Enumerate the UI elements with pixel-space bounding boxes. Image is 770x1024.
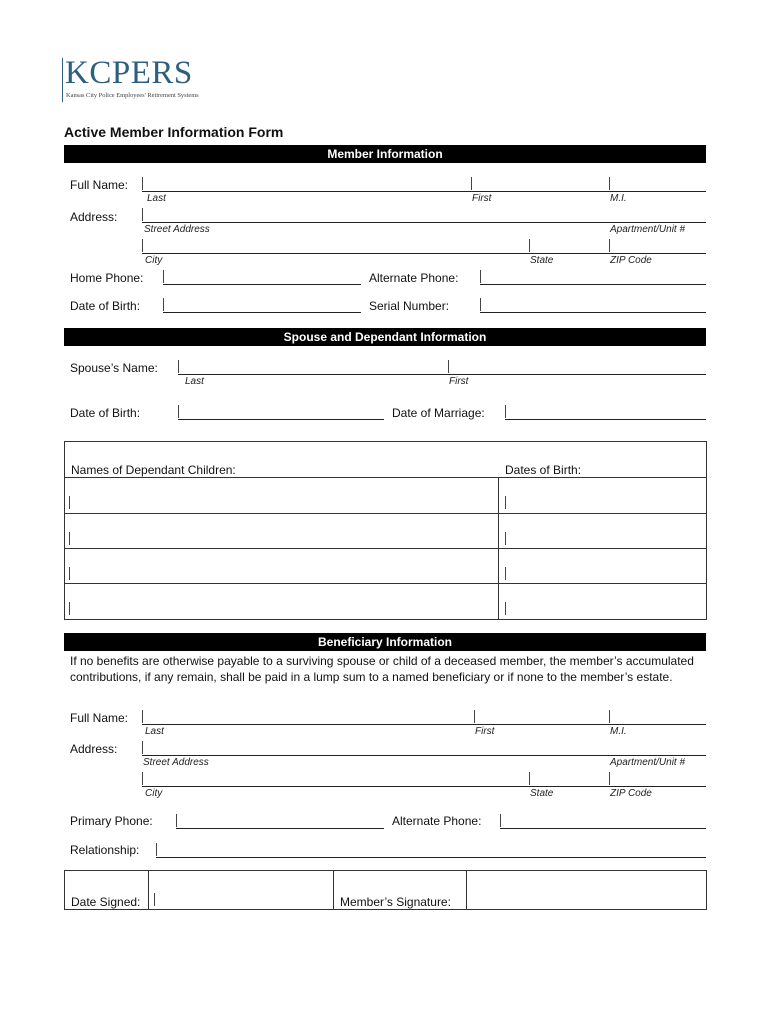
date-of-marriage-label: Date of Marriage: (392, 406, 485, 420)
spouse-dob-label: Date of Birth: (70, 406, 141, 420)
field-divider (609, 239, 610, 252)
child-dob-cell[interactable] (505, 532, 506, 545)
primary-phone-field[interactable] (176, 828, 384, 829)
field-divider (529, 772, 530, 785)
member-info-header: Member Information (64, 145, 706, 163)
field-divider (471, 177, 472, 190)
beneficiary-notice: If no benefits are otherwise payable to a surviving spouse or child of a deceased member, the member’s accumulated contributions, if any remain, shall be paid in a lump sum to a named beneficiary or if none to the member’s estate. (70, 654, 694, 684)
date-of-marriage-field[interactable] (505, 419, 706, 420)
field-divider (142, 239, 143, 252)
field-divider (178, 360, 179, 373)
field-divider (142, 177, 143, 190)
page-title: Active Member Information Form (64, 124, 284, 140)
full-name-field[interactable] (142, 191, 706, 192)
spouse-name-label: Spouse’s Name: (70, 361, 158, 375)
spouse-first-caption: First (449, 376, 469, 387)
signature-box-divider (333, 871, 334, 909)
spouse-name-field[interactable] (178, 374, 706, 375)
field-divider (480, 298, 481, 311)
beneficiary-city-state-zip-field[interactable] (142, 786, 706, 787)
field-divider (480, 270, 481, 283)
table-row (65, 477, 706, 513)
child-name-cell[interactable] (69, 496, 70, 509)
child-dob-cell[interactable] (505, 496, 506, 509)
field-divider (176, 814, 177, 827)
beneficiary-apt-caption: Apartment/Unit # (610, 757, 686, 768)
field-divider (529, 239, 530, 252)
serial-number-label: Serial Number: (369, 299, 450, 313)
dependants-table (64, 441, 707, 620)
children-names-header: Names of Dependant Children: (71, 463, 236, 477)
beneficiary-address-label: Address: (70, 742, 118, 756)
table-row (65, 548, 706, 583)
beneficiary-state-caption: State (530, 788, 554, 799)
field-divider (609, 772, 610, 785)
field-divider (448, 360, 449, 373)
child-dob-cell[interactable] (505, 567, 506, 580)
city-caption: City (145, 255, 163, 266)
field-divider (609, 710, 610, 723)
zip-caption: ZIP Code (610, 255, 652, 266)
relationship-label: Relationship: (70, 843, 140, 857)
beneficiary-zip-caption: ZIP Code (610, 788, 652, 799)
full-name-label: Full Name: (70, 178, 129, 192)
member-signature-label: Member’s Signature: (340, 895, 451, 909)
dob-field[interactable] (163, 312, 361, 313)
relationship-field[interactable] (156, 857, 706, 858)
child-name-cell[interactable] (69, 532, 70, 545)
first-caption: First (472, 193, 492, 204)
member-signature-field[interactable] (467, 872, 705, 908)
state-caption: State (530, 255, 554, 266)
field-divider (178, 405, 179, 418)
beneficiary-info-header: Beneficiary Information (64, 633, 706, 651)
logo-letters: KCPERS (65, 55, 193, 91)
apt-caption: Apartment/Unit # (610, 224, 686, 235)
beneficiary-alternate-phone-label: Alternate Phone: (392, 814, 482, 828)
field-divider (156, 843, 157, 856)
date-signed-label: Date Signed: (71, 895, 141, 909)
beneficiary-city-caption: City (145, 788, 163, 799)
logo-tagline: Kansas City Police Employees' Retirement Systems (66, 92, 199, 99)
beneficiary-first-caption: First (475, 726, 495, 737)
spouse-dob-field[interactable] (178, 419, 384, 420)
address-label: Address: (70, 210, 118, 224)
home-phone-label: Home Phone: (70, 271, 144, 285)
city-state-zip-field[interactable] (142, 253, 706, 254)
beneficiary-street-field[interactable] (142, 755, 706, 756)
child-name-cell[interactable] (69, 567, 70, 580)
spouse-last-caption: Last (185, 376, 204, 387)
table-row (65, 583, 706, 619)
serial-number-field[interactable] (480, 312, 706, 313)
home-phone-field[interactable] (163, 284, 361, 285)
alternate-phone-label: Alternate Phone: (369, 271, 459, 285)
signature-box-divider (148, 871, 149, 909)
street-caption: Street Address (144, 224, 210, 235)
field-divider (500, 814, 501, 827)
beneficiary-street-caption: Street Address (143, 757, 209, 768)
alternate-phone-field[interactable] (480, 284, 706, 285)
dates-of-birth-header: Dates of Birth: (505, 463, 582, 477)
field-divider (142, 208, 143, 221)
child-dob-cell[interactable] (505, 602, 506, 615)
primary-phone-label: Primary Phone: (70, 814, 153, 828)
field-divider (142, 741, 143, 754)
field-divider (505, 405, 506, 418)
child-name-cell[interactable] (69, 602, 70, 615)
mi-caption: M.I. (610, 193, 627, 204)
field-divider (609, 177, 610, 190)
dob-label: Date of Birth: (70, 299, 141, 313)
beneficiary-alternate-phone-field[interactable] (500, 828, 706, 829)
field-divider (163, 298, 164, 311)
logo (62, 56, 202, 104)
beneficiary-full-name-label: Full Name: (70, 711, 129, 725)
field-divider (142, 772, 143, 785)
beneficiary-full-name-field[interactable] (142, 724, 706, 725)
spouse-info-header: Spouse and Dependant Information (64, 328, 706, 346)
beneficiary-last-caption: Last (145, 726, 164, 737)
date-signed-field[interactable] (154, 893, 155, 906)
field-divider (163, 270, 164, 283)
last-caption: Last (147, 193, 166, 204)
field-divider (142, 710, 143, 723)
beneficiary-mi-caption: M.I. (610, 726, 627, 737)
signature-box (64, 870, 707, 910)
street-address-field[interactable] (142, 222, 706, 223)
logo-rule (62, 58, 63, 102)
field-divider (474, 710, 475, 723)
table-row (65, 513, 706, 548)
